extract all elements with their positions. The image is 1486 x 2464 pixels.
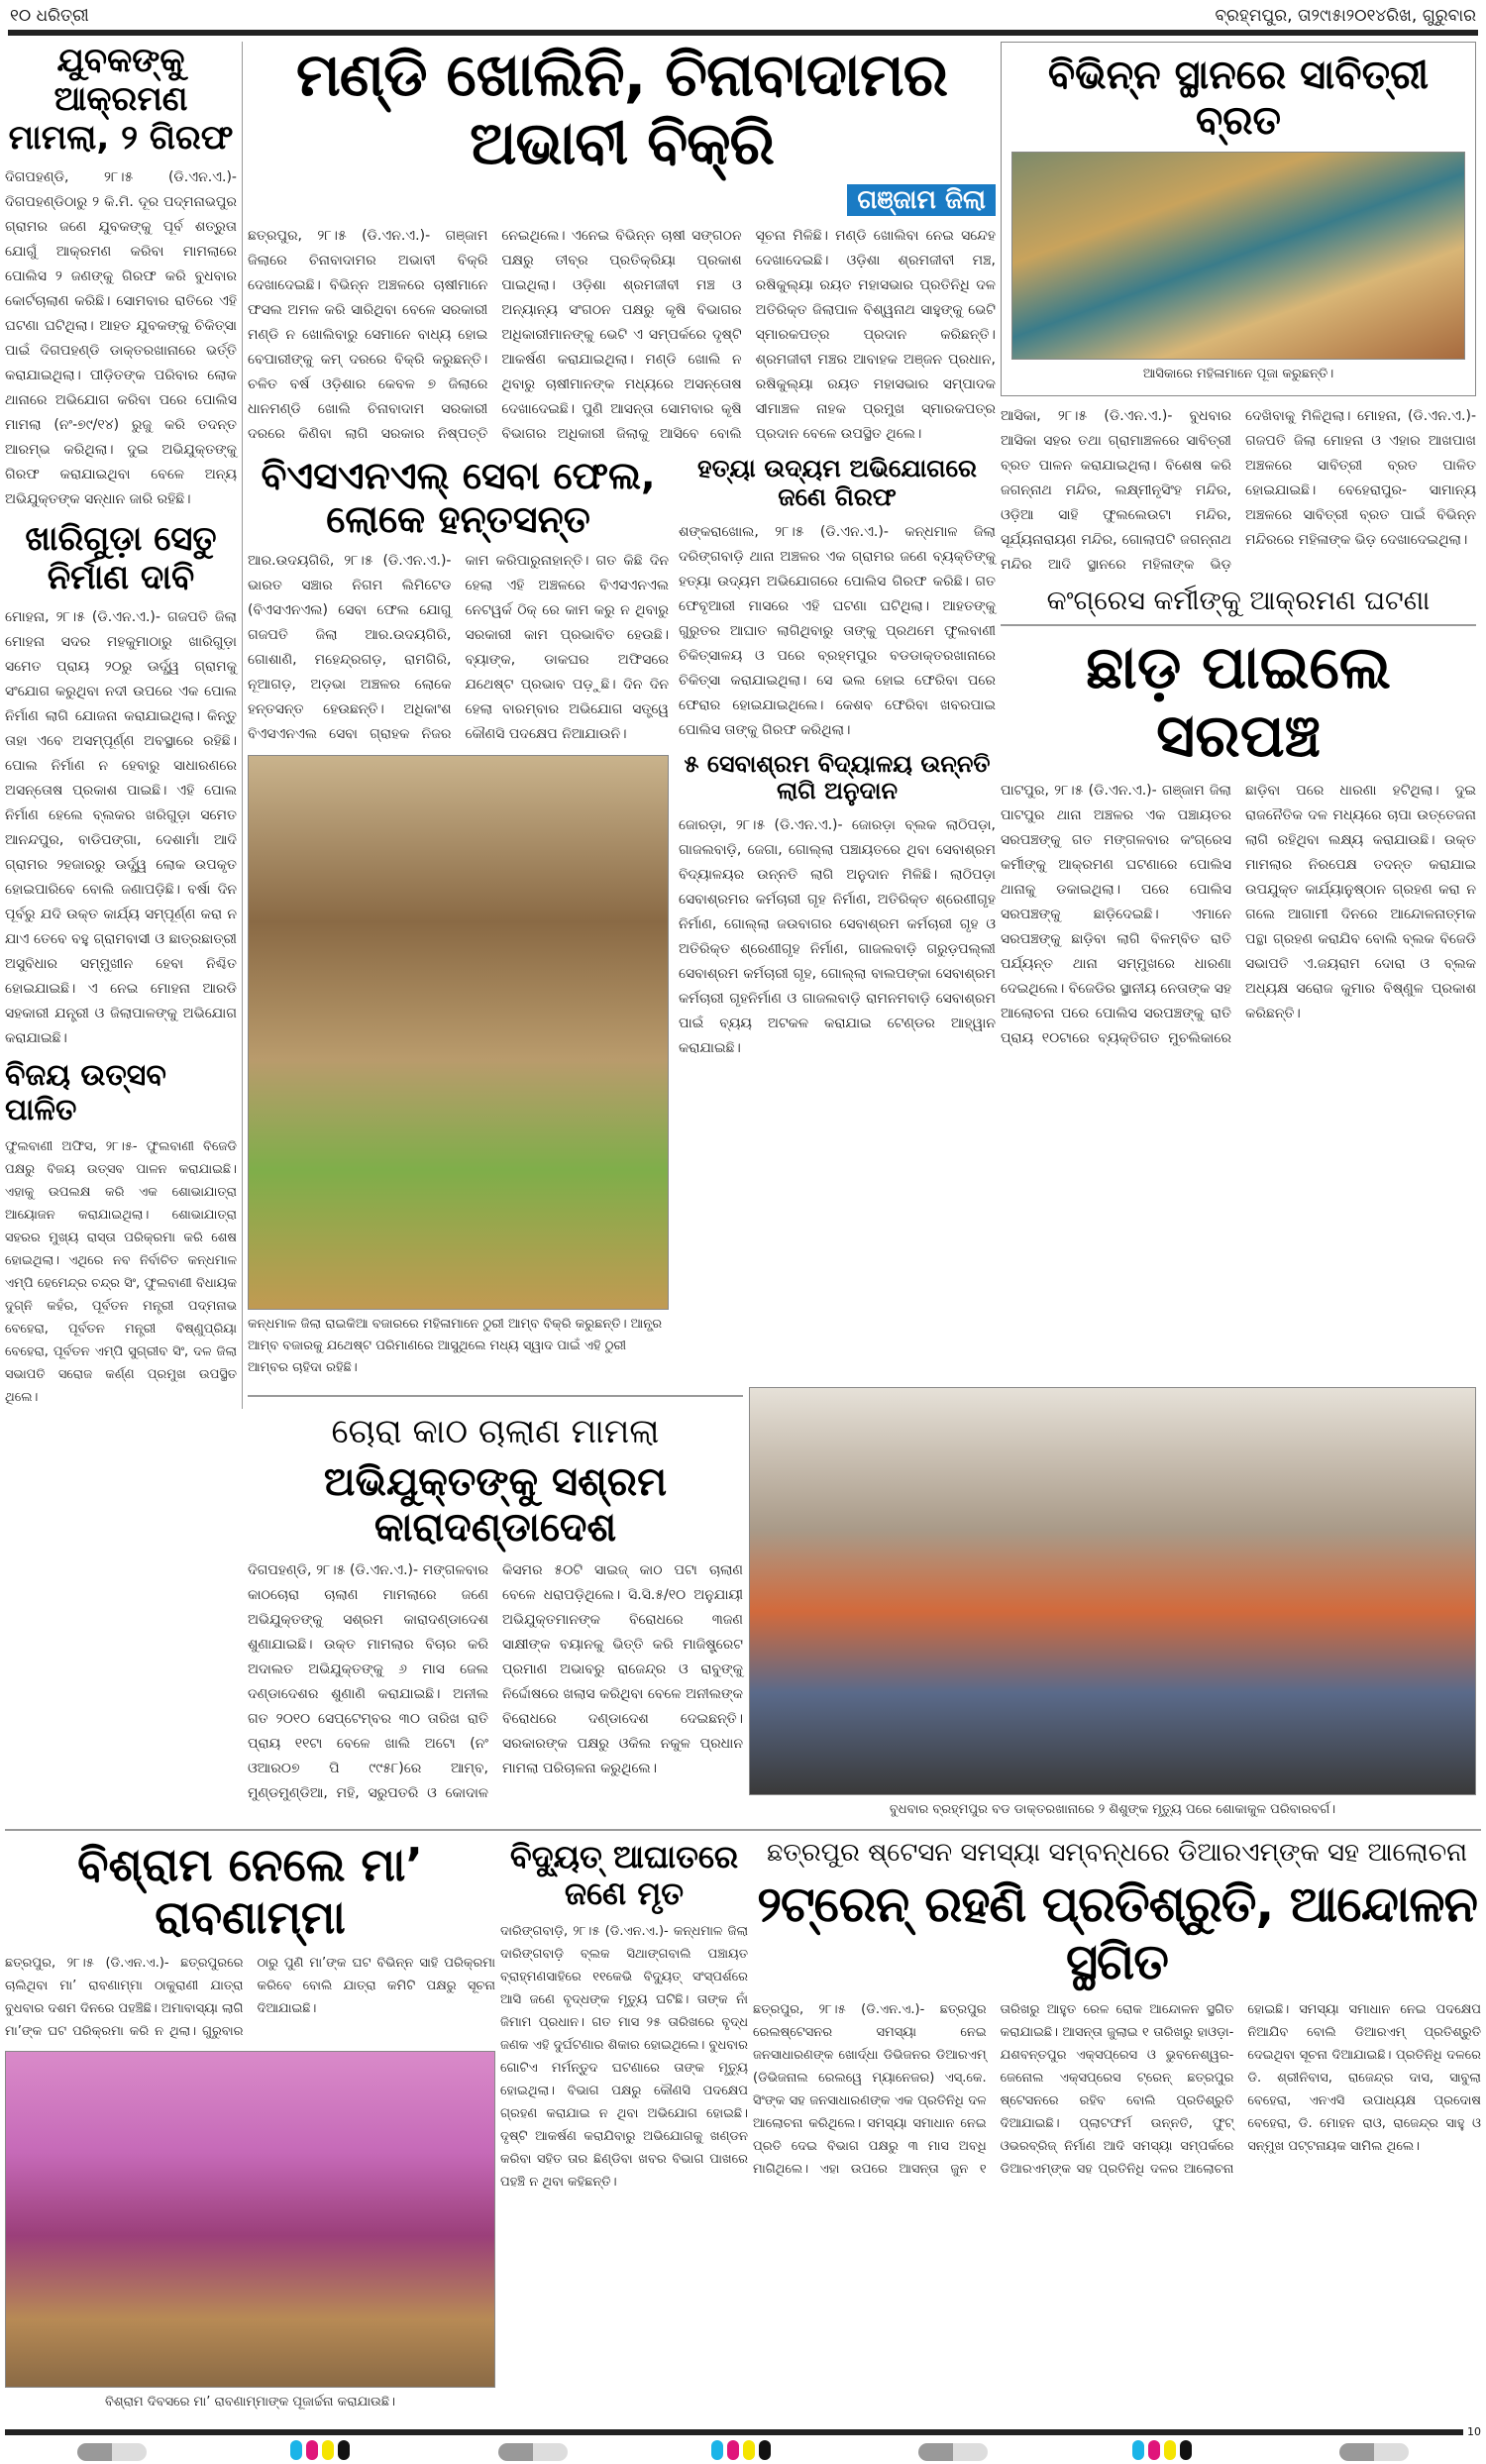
article-congress-body: ପାଟପୁର, ୨୮।୫ (ଡି.ଏନ.ଏ.)- ଗଞ୍ଜାମ ଜିଲା ପାଟପୁର ଥାନା ଅଞ୍ଚଳର ଏକ ପଞ୍ଚାୟତର ସରପଞ୍ଚଙ୍କୁ ଗତ ମଙ୍ଗଳବାର କଂଗ୍ରେସ କର୍ମୀଙ୍କୁ ଆକ୍ରମଣ ଘଟଣାରେ ପୋଲିସ ଥାନାକୁ ଡକାଇଥିଲା। ପରେ ପୋଲିସ ସରପଞ୍ଚଙ୍କୁ ଛାଡ଼ିଦେଇଛି। ଏମାନେ ସରପଞ୍ଚଙ୍କୁ ଛାଡ଼ିବା ଲାଗି ବିଳମ୍ବିତ ରାତି ପର୍ଯ୍ୟନ୍ତ ଥାନା ସମ୍ମୁଖରେ ଧାରଣା ଦେଇଥିଲେ। ବିଜେଡିର ସ୍ଥାନୀୟ ନେତାଙ୍କ ସହ ଆଲୋଚନା ପରେ ପୋଲିସ ସରପଞ୍ଚଙ୍କୁ ରାତି ପ୍ରାୟ ୧୦ଟାରେ ବ୍ୟକ୍ତିଗତ ମୁଚଲିକାରେ ଛାଡ଼ିବା ପରେ ଧାରଣା ହଟିଥିଲା। ଦୁଇ ରାଜନୈତିକ ଦଳ ମଧ୍ୟରେ ଚାପା ଉତ୍ତେଜନା ଲାଗି ରହିଥିବା ଲକ୍ଷ୍ୟ କରାଯାଉଛି। ଉକ୍ତ ମାମଲାର ନିରପେକ୍ଷ ତଦନ୍ତ କରାଯାଇ ଉପଯୁକ୍ତ କାର୍ଯ୍ୟାନୁଷ୍ଠାନ ଗ୍ରହଣ କରା ନ ଗଲେ ଆଗାମୀ ଦିନରେ ଆନ୍ଦୋଳନାତ୍ମକ ପନ୍ଥା ଗ୍ରହଣ କରାଯିବ ବୋଲି ବ୍ଲକ ବିଜେଡି ସଭାପତି ଏ.ଜୟରାମ ଦୋରା ଓ ବ୍ଲକ ଅଧ୍ୟକ୍ଷ ସରୋଜ କୁମାର ବିଷ୍ଣୁଳ ପ୍ରକାଶ କରିଛନ୍ତି। — [1001, 783, 1476, 1047]
headline-sevashram: ୫ ସେବାଶ୍ରମ ବିଦ୍ୟାଳୟ ଉନ୍ନତି ଲାଗି ଅନୁଦାନ — [684, 749, 991, 805]
band-middle — [248, 1387, 1476, 1821]
dateline: ବ୍ରହ୍ମପୁର, ତା୨୯ା୫ା୨୦୧୪ରିଖ, ଗୁରୁବାର — [1215, 6, 1476, 26]
article-savitri-body: ଆସିକା, ୨୮।୫ (ଡି.ଏନ.ଏ.)- ବୁଧବାର ଆସିକା ସହର ତଥା ଗ୍ରାମାଞ୍ଚଳରେ ସାବିତ୍ରୀ ବ୍ରତ ପାଳନ କରାଯାଇଥିଲା। ବିଶେଷ କରି ଜଗନ୍ନାଥ ମନ୍ଦିର, ଲକ୍ଷ୍ମୀନୃସିଂହ ମନ୍ଦିର, ଓଡ଼ିଆ ସାହି ଫୁଲଲେଉଟା ମନ୍ଦିର, ସୂର୍ଯ୍ୟନାରାୟଣ ମନ୍ଦିର, ଗୋଲାପଟି ଜଗନ୍ନାଥ ମନ୍ଦିର ଆଦି ସ୍ଥାନରେ ମହିଳାଙ୍କ ଭିଡ଼ ଦେଖିବାକୁ ମିଳିଥିଲା। ମୋହନା, (ଡି.ଏନ.ଏ.)- ଗଜପତି ଜିଲା ମୋହନା ଓ ଏହାର ଆଖପାଖ ଅଞ୍ଚଳରେ ସାବିତ୍ରୀ ବ୍ରତ ପାଳିତ ହୋଇଯାଇଛି। ବେହେରାପୁର- ସାମାନ୍ୟ ଅଞ୍ଚଳରେ ସାବିତ୍ରୀ ବ୍ରତ ପାଇଁ ବିଭିନ୍ନ ମନ୍ଦିରରେ ମହିଳାଙ୍କ ଭିଡ଼ ଦେଖାଦେଇଥିଲା। — [1001, 408, 1476, 573]
article-bsnl-body: ଆର.ଉଦୟଗିରି, ୨୮।୫ (ଡି.ଏନ.ଏ.)- ଭାରତ ସଞ୍ଚାର ନିଗମ ଲିମିଟେଡ (ବିଏସଏନଏଲ) ସେବା ଫେଲ ଯୋଗୁ ଗଜପତି ଜିଲା ଆର.ଉଦୟଗିରି, ଗୋଶାଣି, ମହେନ୍ଦ୍ରଗଡ଼, ରାମଗିରି, ନୂଆଗଡ଼, ଅଡ଼ଭା ଅଞ୍ଚଳର ଲୋକେ ହନ୍ତସନ୍ତ ହେଉଛନ୍ତି। ଅଧିକାଂଶ ବିଏସଏନଏଲ ସେବା ଗ୍ରାହକ ନିଜର କାମ କରିପାରୁନାହାନ୍ତି। ଗତ କିଛି ଦିନ ହେଲା ଏହି ଅଞ୍ଚଳରେ ବିଏସଏନଏଲ ନେଟୱର୍କ ଠିକ୍ ରେ କାମ କରୁ ନ ଥିବାରୁ ସରକାରୀ କାମ ପ୍ରଭାବିତ ହେଉଛି। ବ୍ୟାଙ୍କ, ଡାକଘର ଅଫିସରେ ଯଥେଷ୍ଟ ପ୍ରଭାବ ପଡ଼ୁଛି। ଦିନ ଦିନ ହେଲା ବାରମ୍ବାର ଅଭିଯୋଗ ସତ୍ତ୍ୱେ କୌଣସି ପଦକ୍ଷେପ ନିଆଯାଉନି। — [248, 553, 669, 743]
ravana-photo — [5, 2051, 495, 2388]
center-left — [248, 455, 669, 1379]
page-label: ୧୦ ଧରିତ୍ରୀ — [10, 6, 89, 26]
left-column — [5, 42, 243, 1409]
district-badge: ଗଞ୍ଜାମ ଜିଲା — [847, 184, 996, 216]
hospital-column — [749, 1387, 1476, 1821]
headline-savitri: ବିଭିନ୍ନ ସ୍ଥାନରେ ସାବିତ୍ରୀ ବ୍ରତ — [1047, 53, 1430, 144]
hospital-photo — [749, 1387, 1476, 1795]
article-vijay-body: ଫୁଲବାଣୀ ଅଫିସ, ୨୮।୫- ଫୁଲବାଣୀ ବିଜେଡି ପକ୍ଷରୁ ବିଜୟ ଉତ୍ସବ ପାଳନ କରାଯାଇଛି। ଏହାକୁ ଉପଲକ୍ଷ କରି ଏକ ଶୋଭାଯାତ୍ରା ଆୟୋଜନ କରାଯାଇଥିଲା। ଶୋଭାଯାତ୍ରା ସହରର ମୁଖ୍ୟ ରାସ୍ତା ପରିକ୍ରମା କରି ଶେଷ ହୋଇଥିଲା। ଏଥିରେ ନବ ନିର୍ବାଚିତ କନ୍ଧମାଳ ଏମ୍‌ପି ହେମେନ୍ଦ୍ର ଚନ୍ଦ୍ର ସିଂ, ଫୁଲବାଣୀ ବିଧାୟକ ଦୁଗ୍ନି କହଁର, ପୂର୍ବତନ ମନ୍ତ୍ରୀ ପଦ୍ମନାଭ ବେହେରା, ପୂର୍ବତନ ମନ୍ତ୍ରୀ ବିଷ୍ଣୁପ୍ରିୟା ବେହେରା, ପୂର୍ବତନ ଏମ୍‌ପି ସୁଗ୍ରୀବ ସିଂ, ଦଳ ଜିଲା ସଭାପତି ସରୋଜ କର୍ଣ୍ଣ ପ୍ରମୁଖ ଉପସ୍ଥିତ ଥିଲେ। — [5, 1139, 237, 1406]
headline-vijay: ବିଜୟ ଉତ୍ସବ ପାଳିତ — [5, 1058, 166, 1127]
footer-page-number: 10 — [1467, 2425, 1481, 2439]
print-registration-marks — [5, 2442, 1481, 2462]
congress-kicker: କଂଗ୍ରେସ କର୍ମୀଙ୍କୁ ଆକ୍ରମଣ ଘଟଣା — [1046, 586, 1431, 616]
train-column — [753, 1839, 1481, 2181]
footer-rule-row — [5, 2425, 1481, 2438]
band-bottom — [5, 1839, 1481, 2413]
divider — [1001, 624, 1476, 626]
article-timber-body: ଦିଗପହଣ୍ଡି, ୨୮।୫ (ଡି.ଏନ.ଏ.)- ମଙ୍ଗଳବାର କାଠଚୋରା ଚାଲାଣ ମାମଲାରେ ଜଣେ ଅଭିଯୁକ୍ତଙ୍କୁ ସଶ୍ରମ କାରାଦଣ୍ଡାଦେଶ ଶୁଣାଯାଇଛି। ଉକ୍ତ ମାମଲାର ବିଚାର କରି ଅଦାଲତ ଅଭିଯୁକ୍ତଙ୍କୁ ୬ ମାସ ଜେଲ ଦଣ୍ଡାଦେଶର ଶୁଣାଣି କରାଯାଇଛି। ଅନୀଲ ଗତ ୨୦୧୦ ସେପ୍ଟେମ୍ବର ୩୦ ତାରିଖ ରାତି ପ୍ରାୟ ୧୧ଟା ବେଳେ ଖାଲି ଅଟୋ (ନଂ ଓଆର୦୭ ପି ୯୯୫୮)ରେ ଆମ୍ବ, ମୁଣ୍ଡମୁଣ୍ଡିଆ, ମହି, ସରୁପତରି ଓ କୋଦାଳ କିସମର ୫୦ଟି ସାଇଜ୍ କାଠ ପଟା ଚାଲାଣ ବେଳେ ଧରାପଡ଼ିଥିଲେ। ସି.ସି.୫/୧୦ ଅନୁଯାୟୀ ଅଭିଯୁକ୍ତମାନଙ୍କ ବିରୋଧରେ ୩ଜଣ ସାକ୍ଷୀଙ୍କ ବୟାନକୁ ଭିତ୍ତି କରି ମାଜିଷ୍ଟ୍ରେଟ ପ୍ରମାଣ ଅଭାବରୁ ରାଜେନ୍ଦ୍ର ଓ ରାବୁଙ୍କୁ ନିର୍ଦ୍ଦୋଷରେ ଖଲାସ କରିଥିବା ବେଳେ ଅନୀଲଙ୍କ ବିରୋଧରେ ଦଣ୍ଡାଦେଶ ଦେଇଛନ୍ତି। ସରକାରଙ୍କ ପକ୍ଷରୁ ଓକିଲ ନକୁଳ ପ୍ରଧାନ ମାମଲା ପରିଚାଳନା କରୁଥିଲେ। — [248, 1562, 743, 1802]
headline-attack: ଯୁବକଙ୍କୁ ଆକ୍ରମଣ ମାମଲା, ୨ ଗିରଫ — [8, 41, 234, 159]
right-column — [1001, 42, 1476, 1051]
article-murder-body: ଶଙ୍କରାଖୋଲ, ୨୮।୫ (ଡି.ଏନ.ଏ.)- କନ୍ଧମାଳ ଜିଲା ଦରିଙ୍ଗବାଡ଼ି ଥାନା ଅଞ୍ଚଳର ଏକ ଗ୍ରାମର ଜଣେ ବ୍ୟକ୍ତିଙ୍କୁ ହତ୍ୟା ଉଦ୍ୟମ ଅଭିଯୋଗରେ ପୋଲିସ ଗିରଫ କରିଛି। ଗତ ଫେବୃଆରୀ ମାସରେ ଏହି ଘଟଣା ଘଟିଥିଲା। ଆହତଙ୍କୁ ଗୁରୁତର ଆଘାତ ଲାଗିଥିବାରୁ ତାଙ୍କୁ ପ୍ରଥମେ ଫୁଲବାଣୀ ଚିକିତ୍ସାଳୟ ଓ ପରେ ବ୍ରହ୍ମପୁର ବଡଡାକ୍ତରଖାନାରେ ଚିକିତ୍ସା କରାଯାଇଥିଲା। ସେ ଭଲ ହୋଇ ଫେରିବା ପରେ ଫେରାର ହୋଇଯାଇଥିଲେ। କେଶବ ଫେରିବା ଖବରପାଇ ପୋଲିସ ତାଙ୍କୁ ଗିରଫ କରିଥିଲା। — [679, 523, 996, 738]
savitri-box — [1001, 42, 1476, 396]
hospital-caption: ବୁଧବାର ବ୍ରହ୍ମପୁର ବଡ ଡାକ୍ତରଖାନାରେ ୨ ଶିଶୁଙ୍କ ମୃତ୍ୟୁ ପରେ ଶୋକାକୁଳ ପରିବାରବର୍ଗ। — [889, 1802, 1336, 1818]
ravana-caption: ବିଶ୍ରାମ ଦିବସରେ ମା’ ରାବଣାମ୍ମାଙ୍କ ପୂଜାର୍ଚ୍ଚନା କରାଯାଉଛି। — [105, 2395, 395, 2410]
timber-column — [248, 1387, 743, 1806]
headline-bsnl: ବିଏସଏନଏଲ୍ ସେବା ଫେଲ, ଲୋକେ ହନ୍ତସନ୍ତ — [261, 454, 656, 541]
headline-lead: ମଣ୍ଡି ଖୋଲିନି, ଚିନାବାଦାମର ଅଭାବୀ ବିକ୍ରି — [295, 41, 948, 178]
headline-train: ୨ଟ୍ରେନ୍ ରହଣି ପ୍ରତିଶ୍ରୁତି, ଆନ୍ଦୋଳନ ସ୍ଥଗିତ — [757, 1875, 1477, 1990]
band-top — [248, 42, 1476, 1379]
headline-murder: ହତ୍ୟା ଉଦ୍ୟମ ଅଭିଯୋଗରେ ଜଣେ ଗିରଫ — [697, 454, 977, 511]
divider — [248, 1395, 743, 1397]
main-area — [248, 42, 1476, 1821]
center-column — [248, 42, 996, 1379]
page-header — [5, 0, 1481, 30]
mango-caption: କନ୍ଧମାଳ ଜିଲା ରାଇକିଆ ବଜାରରେ ମହିଳାମାନେ ଠୁରୀ ଆମ୍ବ ବିକ୍ରି କରୁଛନ୍ତି। ଆନ୍ଧ୍ର ଆମ୍ବ ବଜାରକୁ ଯଥେଷ୍ଟ ପରିମାଣରେ ଆସୁଥିଲେ ମଧ୍ୟ ସ୍ୱାଦ ପାଇଁ ଏହି ଠୁରୀ ଆମ୍ବର ଚାହିଦା ରହିଛି। — [248, 1317, 663, 1376]
center-right — [679, 455, 996, 1061]
article-attack-body: ଦିଗପହଣ୍ଡି, ୨୮।୫ (ଡି.ଏନ.ଏ.)- ଦିଗପହଣ୍ଡିଠାରୁ ୨ କି.ମି. ଦୂର ପଦ୍ମନାଭପୁର ଗ୍ରାମର ଜଣେ ଯୁବକଙ୍କୁ ପୂର୍ବ ଶତ୍ରୁତା ଯୋଗୁଁ ଆକ୍ରମଣ କରିବା ମାମଲାରେ ପୋଲିସ ୨ ଜଣଙ୍କୁ ଗିରଫ କରି ବୁଧବାର କୋର୍ଟଚାଲାଣ କରିଛି। ସୋମବାର ରାତିରେ ଏହି ଘଟଣା ଘଟିଥିଲା। ଆହତ ଯୁବକଙ୍କୁ ଚିକିତ୍ସା ପାଇଁ ଦିଗପହଣ୍ଡି ଡାକ୍ତରଖାନାରେ ଭର୍ତ୍ତି କରାଯାଇଥିଲା। ପୀଡ଼ିତଙ୍କ ପରିବାର ଲୋକ ଥାନାରେ ଅଭିଯୋଗ କରିବା ପରେ ପୋଲିସ ମାମଲା (ନଂ-୭୯/୧୪) ରୁଜୁ କରି ତଦନ୍ତ ଆରମ୍ଭ କରିଥିଲା। ଦୁଇ ଅଭିଯୁକ୍ତଙ୍କୁ ଗିରଫ କରାଯାଇଥିବା ବେଳେ ଅନ୍ୟ ଅଭିଯୁକ୍ତଙ୍କ ସନ୍ଧାନ ଜାରି ରହିଛି। — [5, 169, 237, 508]
header-rule — [8, 30, 1478, 36]
center-lower — [248, 455, 996, 1379]
article-bridge-body: ମୋହନା, ୨୮।୫ (ଡି.ଏନ.ଏ.)- ଗଜପତି ଜିଲା ମୋହନା ସଦର ମହକୁମାଠାରୁ ଖାରିଗୁଡ଼ା ସମେତ ପ୍ରାୟ ୨୦ରୁ ଊର୍ଦ୍ଧ୍ୱ ଗ୍ରାମକୁ ସଂଯୋଗ କରୁଥିବା ନଦୀ ଉପରେ ଏକ ପୋଲ ନିର୍ମାଣ ଲାଗି ଯୋଜନା କରାଯାଇଥିଲା। କିନ୍ତୁ ତାହା ଏବେ ଅସମ୍ପୂର୍ଣ୍ଣ ଅବସ୍ଥାରେ ରହିଛି। ପୋଲ ନିର୍ମାଣ ନ ହେବାରୁ ସାଧାରଣରେ ଅସନ୍ତୋଷ ପ୍ରକାଶ ପାଇଛି। ଏହି ପୋଲ ନିର୍ମାଣ ହେଲେ ବ୍ଲକର ଖରିଗୁଡ଼ା ସମେତ ଆନନ୍ଦପୁର, ବାଡିପଙ୍ଗା, ଦେଶାମାଁ ଆଦି ଗ୍ରାମର ୨ହଜାରରୁ ଊର୍ଦ୍ଧ୍ୱ ଲୋକ ଉପକୃତ ହୋଇପାରିବେ ବୋଲି ଜଣାପଡ଼ିଛି। ବର୍ଷା ଦିନ ପୂର୍ବରୁ ଯଦି ଉକ୍ତ କାର୍ଯ୍ୟ ସମ୍ପୂର୍ଣ୍ଣ କରା ନ ଯାଏ ତେବେ ବହୁ ଗ୍ରାମବାସୀ ଓ ଛାତ୍ରଛାତ୍ରୀ ଅସୁବିଧାର ସମ୍ମୁଖୀନ ହେବା ନିଶ୍ଚିତ ହୋଇଯାଇଛି। ଏ ନେଇ ମୋହନା ଆରଡି ସହକାରୀ ଯନ୍ତ୍ରୀ ଓ ଜିଲାପାଳଙ୍କୁ ଅଭିଯୋଗ କରାଯାଇଛି। — [5, 609, 237, 1047]
headline-congress: ଛାଡ଼ ପାଇଲେ ସରପଞ୍ଚ — [1086, 633, 1391, 772]
savitri-caption: ଆସିକାରେ ମହିଳାମାନେ ପୂଜା କରୁଛନ୍ତି। — [1142, 367, 1334, 381]
savitri-photo — [1011, 152, 1465, 360]
article-train-body: ଛତ୍ରପୁର, ୨୮।୫ (ଡି.ଏନ.ଏ.)- ଛତ୍ରପୁର ରେଲଷ୍ଟେସନର ସମସ୍ୟା ନେଇ ଜନସାଧାରଣଙ୍କ ଖୋର୍ଦ୍ଧା ଡିଭିଜନର ଡିଆରଏମ୍ (ଡିଭିଜନାଲ ରେଲୱେ ମ୍ୟାନେଜର) ଏସ୍.କେ. ସିଂଙ୍କ ସହ ଜନସାଧାରଣଙ୍କ ଏକ ପ୍ରତିନିଧି ଦଳ ଆଲୋଚନା କରିଥିଲେ। ସମସ୍ୟା ସମାଧାନ ନେଇ ପ୍ରତି ଦେଇ ବିଭାଗ ପକ୍ଷରୁ ୩ ମାସ ଅବଧି ମାଗିଥିଲେ। ଏହା ଉପରେ ଆସନ୍ତା ଜୁନ ୧ ତାରିଖରୁ ଆହୁତ ରେଳ ରୋକ ଆନ୍ଦୋଳନ ସ୍ଥଗିତ କରାଯାଇଛି। ଆସନ୍ତା ଜୁଲାଇ ୧ ତାରିଖରୁ ହାଓଡ଼ା-ଯଶବନ୍ତପୁର ଏକ୍ସପ୍ରେସ ଓ ଭୁବନେଶ୍ୱର-ଜେନୋଲ ଏକ୍ସପ୍ରେସ ଟ୍ରେନ୍ ଛତ୍ରପୁର ଷ୍ଟେସନରେ ରହିବ ବୋଲି ପ୍ରତିଶ୍ରୁତି ଦିଆଯାଇଛି। ପ୍ଲାଟଫର୍ମ ଉନ୍ନତି, ଫୁଟ୍ ଓଭରବ୍ରିଜ୍ ନିର୍ମାଣ ଆଦି ସମସ୍ୟା ସମ୍ପର୍କରେ ଡିଆରଏମ୍‌ଙ୍କ ସହ ପ୍ରତିନିଧି ଦଳର ଆଲୋଚନା ହୋଇଛି। ସମସ୍ୟା ସମାଧାନ ନେଇ ପଦକ୍ଷେପ ନିଆଯିବ ବୋଲି ଡିଆରଏମ୍ ପ୍ରତିଶ୍ରୁତି ଦେଇଥିବା ସୂଚନା ଦିଆଯାଇଛି। ପ୍ରତିନିଧି ଦଳରେ ଡି. ଶ୍ରୀନିବାସ, ରାଜେନ୍ଦ୍ର ଦାସ, ସାବୁଲା ବେହେରା, ଏନଏସି ଉପାଧ୍ୟକ୍ଷ ପ୍ରଦୋଷ ବେହେରା, ଡି. ମୋହନ ରାଓ, ରାଜେନ୍ଦ୍ର ସାହୁ ଓ ସନ୍ମୁଖ ପଟ୍ଟନାୟକ ସାମିଲ ଥିଲେ। — [753, 2002, 1481, 2178]
footer-rule — [5, 2429, 1463, 2435]
electric-column — [500, 1839, 748, 2194]
train-kicker: ଛତ୍ରପୁର ଷ୍ଟେସନ ସମସ୍ୟା ସମ୍ବନ୍ଧରେ ଡିଆରଏମ୍‌ଙ୍କ ସହ ଆଲୋଚନା — [766, 1838, 1468, 1869]
article-electric-body: ଦାରିଙ୍ଗବାଡ଼ି, ୨୮।୫ (ଡି.ଏନ.ଏ.)- କନ୍ଧମାଳ ଜିଲା ଦାରିଙ୍ଗବାଡ଼ି ବ୍ଲକ ସିଥାଙ୍ଗବାଲି ପଞ୍ଚାୟତ ବ୍ରାହ୍ମଣସାହିରେ ୧୧କେଭି ବିଦ୍ୟୁତ୍ ସଂସ୍ପର୍ଶରେ ଆସି ଜଣେ ବୃଦ୍ଧଙ୍କ ମୃତ୍ୟୁ ଘଟିଛି। ତାଙ୍କ ନାଁ ଜିମାମ ପ୍ରଧାନ। ଗତ ମାସ ୨୫ ତାରିଖରେ ବୃଦ୍ଧ ଜଣକ ଏହି ଦୁର୍ଘଟଣାର ଶିକାର ହୋଇଥିଲେ। ବୁଧବାର ଗୋଟିଏ ମର୍ମନ୍ତୁଦ ଘଟଣାରେ ତାଙ୍କ ମୃତ୍ୟୁ ହୋଇଥିଲା। ବିଭାଗ ପକ୍ଷରୁ କୌଣସି ପଦକ୍ଷେପ ଗ୍ରହଣ କରାଯାଇ ନ ଥିବା ଅଭିଯୋଗ ହୋଇଛି। ଦୃଷ୍ଟି ଆକର୍ଷଣ କରାଯିବାରୁ ଅଭିଯୋଗକୁ ଖଣ୍ଡନ କରିବା ସହିତ ତାର ଛିଣ୍ଡିବା ଖବର ବିଭାଗ ପାଖରେ ପହଞ୍ଚି ନ ଥିବା କହିଛନ୍ତି। — [500, 1923, 748, 2190]
headline-timber: ଅଭିଯୁକ୍ତଙ୍କୁ ସଶ୍ରମ କାରାଦଣ୍ଡାଦେଶ — [323, 1459, 668, 1552]
divider — [5, 1829, 1481, 1831]
headline-ravana: ବିଶ୍ରାମ ନେଲେ ମା’ ରାବଣାମ୍ମା — [77, 1838, 423, 1945]
article-sevashram-body: ଜୋରଡ଼ା, ୨୮।୫ (ଡି.ଏନ.ଏ.)- ଜୋରଡ଼ା ବ୍ଲକ ଲାଠିପଡ଼ା, ଗାଜଲବାଡ଼ି, ଜେଗା, ଗୋଲ୍ଲା ପଞ୍ଚାୟତରେ ଥିବା ସେବାଶ୍ରମ ବିଦ୍ୟାଳୟର ଉନ୍ନତି ଲାଗି ଅନୁଦାନ ମିଳିଛି। ଲାଠିପଡ଼ା ସେବାଶ୍ରମର କର୍ମଚାରୀ ଗୃହ ନିର୍ମାଣ, ଅତିରିକ୍ତ ଶ୍ରେଣୀଗୃହ ନିର୍ମାଣ, ଗୋଲ୍ଲା ଜଉବାଗର ସେବାଶ୍ରମ କର୍ମଚାରୀ ଗୃହ ଓ ଅତିରିକ୍ତ ଶ୍ରେଣୀଗୃହ ନିର୍ମାଣ, ଗାଜଲବାଡ଼ି ଗରୁଡ଼ପଲ୍ଲୀ ସେବାଶ୍ରମ କର୍ମଚାରୀ ଗୃହ, ଗୋଲ୍ଲା ବାଲପଙ୍କା ସେବାଶ୍ରମ କର୍ମଚାରୀ ଗୃହନିର୍ମାଣ ଓ ଗାଜଲବାଡ଼ି ରାମନମବାଡ଼ି ସେବାଶ୍ରମ ପାଇଁ ବ୍ୟୟ ଅଟକଳ କରାଯାଇ ଟେଣ୍ଡର ଆହ୍ୱାନ କରାଯାଇଛି। — [679, 816, 996, 1056]
headline-electric: ବିଦ୍ୟୁତ୍ ଆଘାତରେ ଜଣେ ମୃତ — [509, 1838, 739, 1913]
article-mandi-body: ଛତ୍ରପୁର, ୨୮।୫ (ଡି.ଏନ.ଏ.)- ଗଞ୍ଜାମ ଜିଲାରେ ଚିନାବାଦାମର ଅଭାବୀ ବିକ୍ରି ଦେଖାଦେଇଛି। ବିଭିନ୍ନ ଅଞ୍ଚଳରେ ଚାଷୀମାନେ ଫସଲ ଅମଳ କରି ସାରିଥିବା ବେଳେ ସରକାରୀ ମଣ୍ଡି ନ ଖୋଲିବାରୁ ସେମାନେ ବାଧ୍ୟ ହୋଇ ବେପାରୀଙ୍କୁ କମ୍ ଦରରେ ବିକ୍ରି କରୁଛନ୍ତି। ଚଳିତ ବର୍ଷ ଓଡ଼ିଶାର କେବଳ ୭ ଜିଲାରେ ଧାନମଣ୍ଡି ଖୋଲି ଚିନାବାଦାମ ସରକାରୀ ଦରରେ କିଣିବା ଲାଗି ସରକାର ନିଷ୍ପତ୍ତି ନେଇଥିଲେ। ଏନେଇ ବିଭିନ୍ନ ଚାଷୀ ସଙ୍ଗଠନ ପକ୍ଷରୁ ତୀବ୍ର ପ୍ରତିକ୍ରିୟା ପ୍ରକାଶ ପାଇଥିଲା। ଓଡ଼ିଶା ଶ୍ରମଜୀବୀ ମଞ୍ଚ ଓ ଅନ୍ୟାନ୍ୟ ସଂଗଠନ ପକ୍ଷରୁ କୃଷି ବିଭାଗର ଅଧିକାରୀମାନଙ୍କୁ ଭେଟି ଏ ସମ୍ପର୍କରେ ଦୃଷ୍ଟି ଆକର୍ଷଣ କରାଯାଇଥିଲା। ମଣ୍ଡି ଖୋଲି ନ ଥିବାରୁ ଚାଷୀମାନଙ୍କ ମଧ୍ୟରେ ଅସନ୍ତୋଷ ଦେଖାଦେଇଛି। ପୁଣି ଆସନ୍ତା ସୋମବାର କୃଷି ବିଭାଗର ଅଧିକାରୀ ଜିଲାକୁ ଆସିବେ ବୋଲି ସୂଚନା ମିଳିଛି। ମଣ୍ଡି ଖୋଲିବା ନେଇ ସନ୍ଦେହ ଦେଖାଦେଇଛି। ଓଡ଼ିଶା ଶ୍ରମଜୀବୀ ମଞ୍ଚ, ରଷିକୁଲ୍ୟା ରୟତ ମହାସଭାର ପ୍ରତିନିଧି ଦଳ ଅତିରିକ୍ତ ଜିଲାପାଳ ବିଶ୍ୱନାଥ ସାହୁଙ୍କୁ ଭେଟି ସ୍ମାରକପତ୍ର ପ୍ରଦାନ କରିଛନ୍ତି। ଶ୍ରମଜୀବୀ ମଞ୍ଚର ଆବାହକ ଅଞ୍ଜନ ପ୍ରଧାନ, ରଷିକୁଲ୍ୟା ରୟତ ମହାସଭାର ସମ୍ପାଦକ ସୀମାଞ୍ଚଳ ନାହକ ପ୍ରମୁଖ ସ୍ମାରକପତ୍ର ପ୍ରଦାନ ବେଳେ ଉପସ୍ଥିତ ଥିଲେ। — [248, 228, 996, 442]
upper-section — [5, 42, 1481, 1821]
article-ravana-body: ଛତ୍ରପୁର, ୨୮।୫ (ଡି.ଏନ.ଏ.)- ଛତ୍ରପୁରରେ ଚାଲିଥିବା ମା’ ରାବଣାମ୍ମା ଠାକୁରାଣୀ ଯାତ୍ରା ବୁଧବାର ଦଶମ ଦିନରେ ପହଞ୍ଚିଛି। ଅମାବାସ୍ୟା ଲାଗି ମା’ଙ୍କ ଘଟ ପରିକ୍ରମା କରି ନ ଥିଲା। ଗୁରୁବାର ଠାରୁ ପୁଣି ମା’ଙ୍କ ଘଟ ବିଭିନ୍ନ ସାହି ପରିକ୍ରମା କରିବେ ବୋଲି ଯାତ୍ରା କମିଟି ପକ୍ଷରୁ ସୂଚନା ଦିଆଯାଇଛି। — [5, 1956, 495, 2040]
badge-row — [248, 184, 996, 216]
mango-market-photo — [248, 755, 669, 1310]
ravana-column — [5, 1839, 495, 2413]
headline-bridge: ଖାରିଗୁଡ଼ା ସେତୁ ନିର୍ମାଣ ଦାବି — [25, 519, 217, 598]
page-footer — [5, 2425, 1481, 2462]
timber-kicker: ଚୋରା କାଠ ଚାଲାଣ ମାମଲା — [331, 1412, 660, 1452]
